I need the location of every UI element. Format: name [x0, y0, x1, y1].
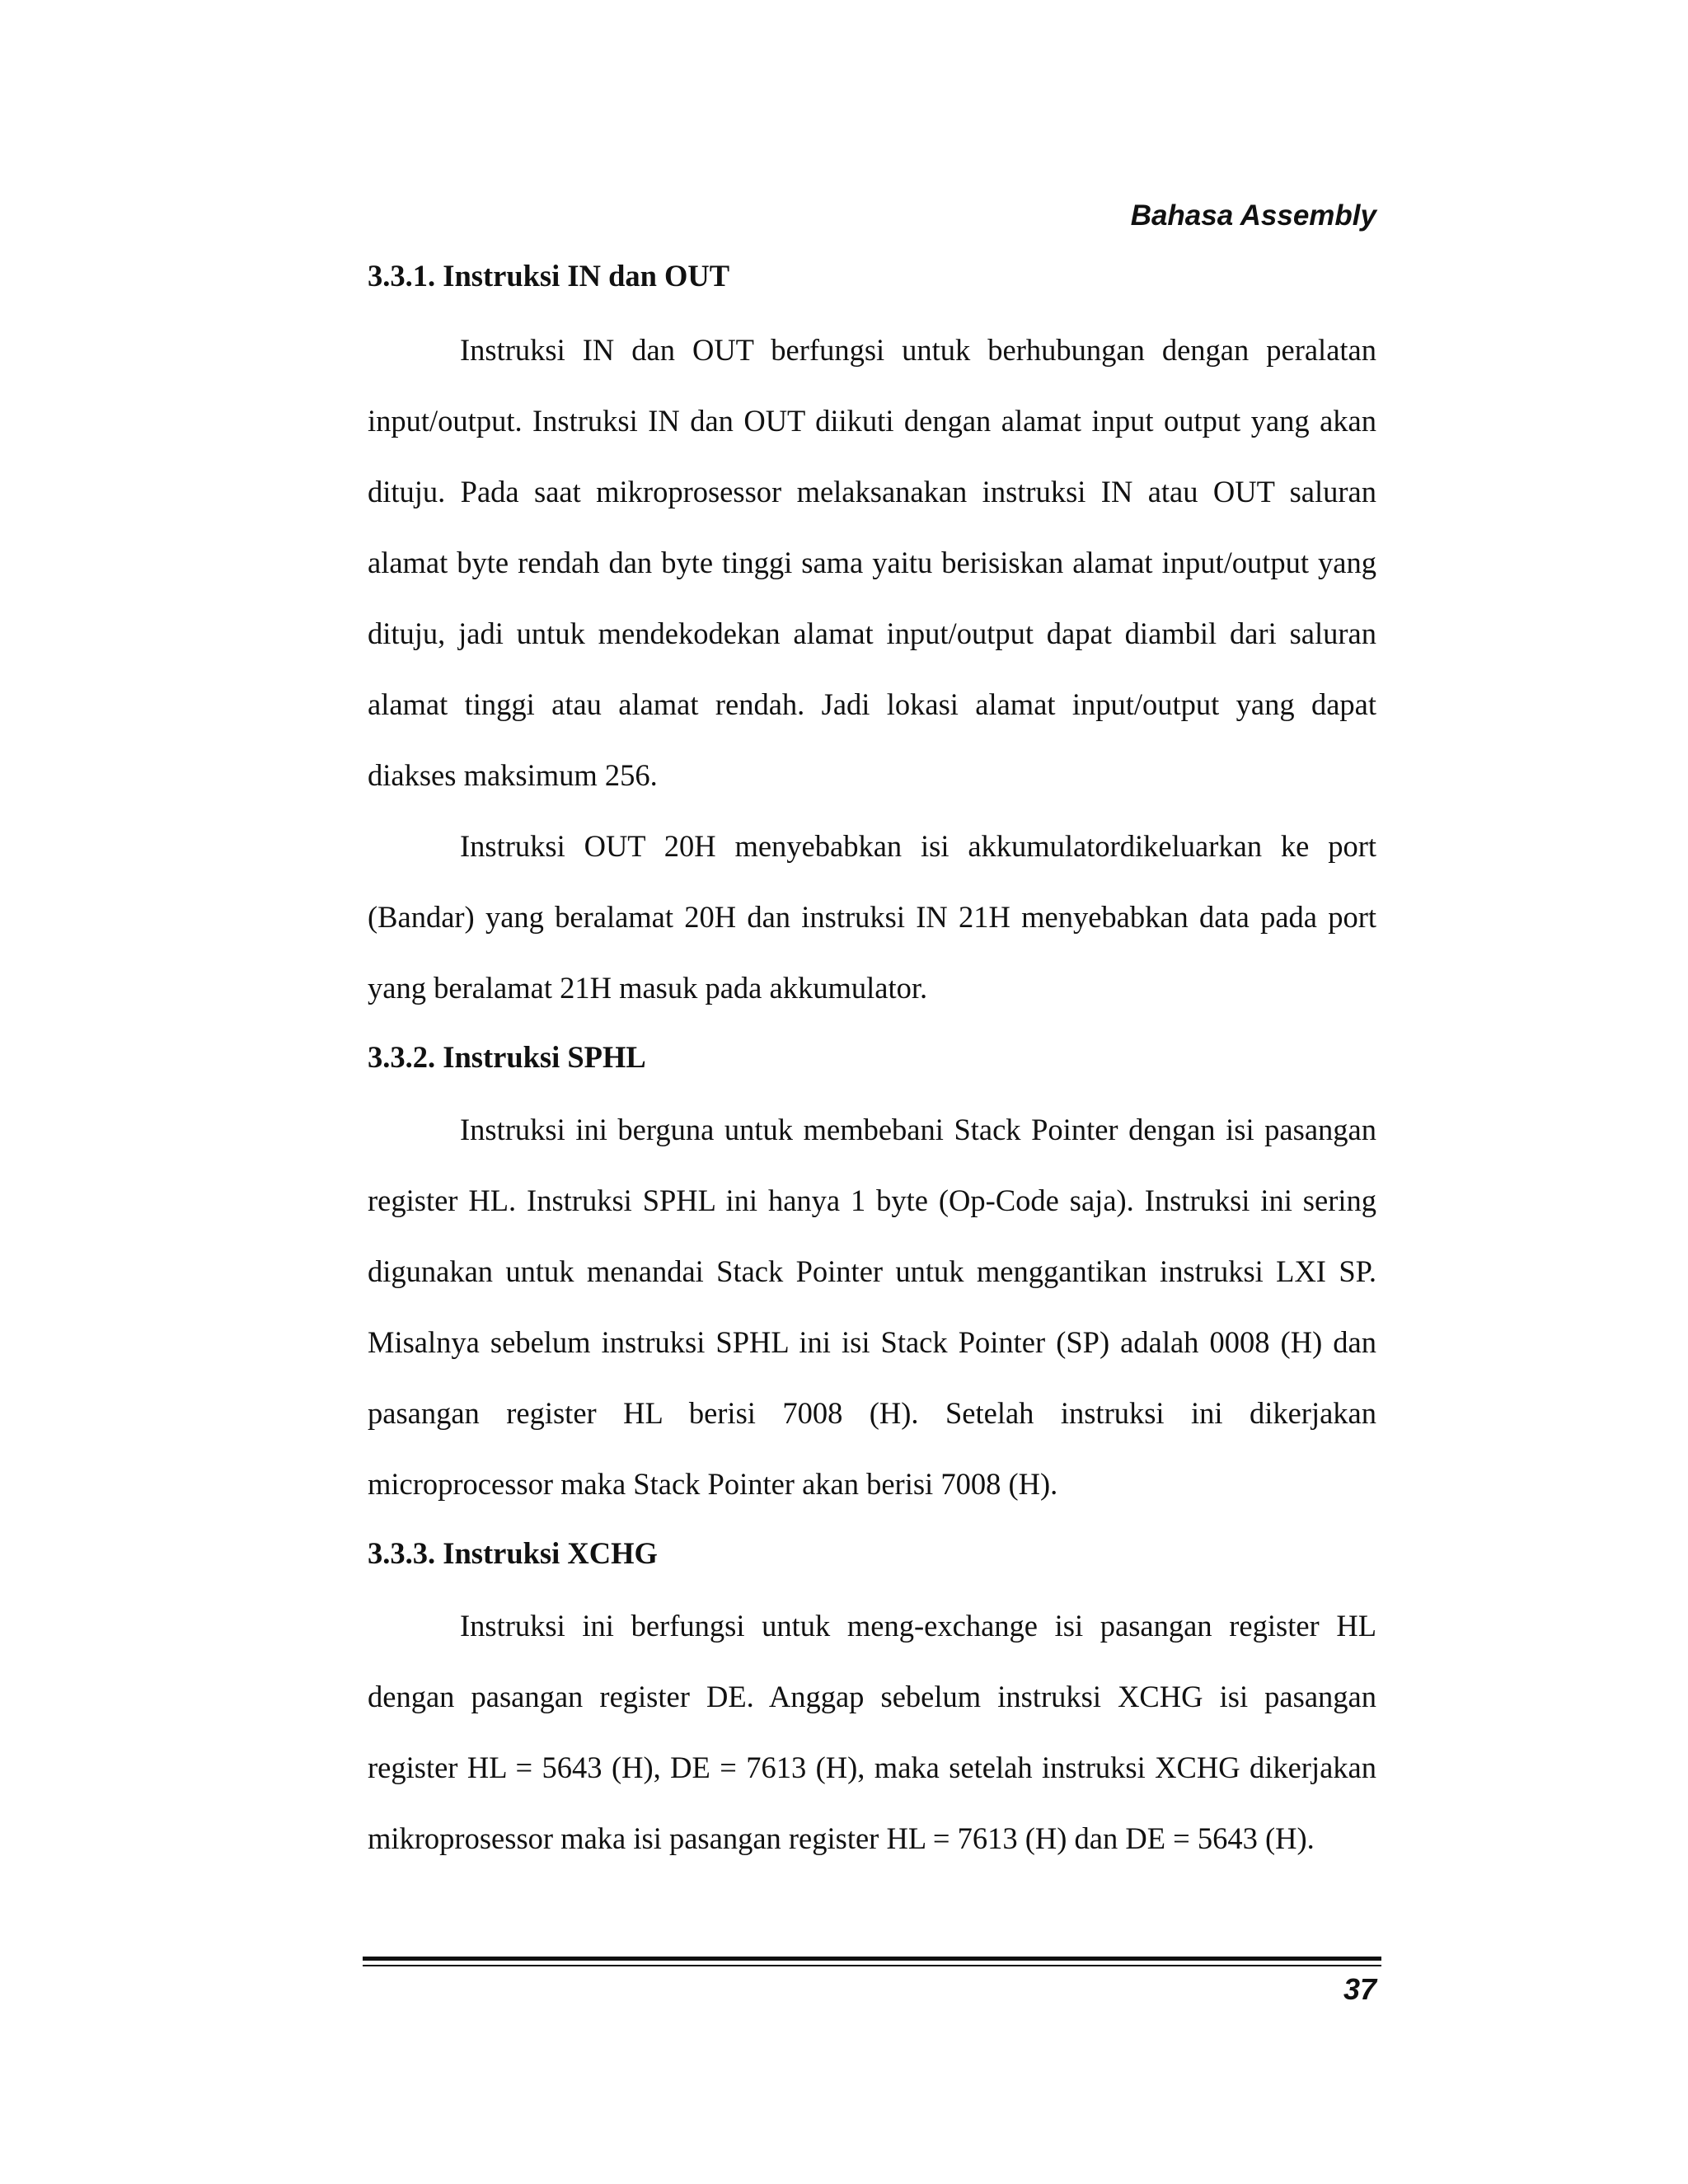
page-number: 37: [1343, 1972, 1376, 2006]
paragraph-xchg-1: Instruksi ini berfungsi untuk meng-exchange isi pasangan register HL dengan pasangan register DE. Anggap sebelum instruksi XCHG isi pasangan register HL = 5643 (H), DE = 7613 (H), maka setelah instruksi XCHG dikerjakan mikroprosessor maka isi pasangan register HL = 7613 (H) dan DE = 5643 (H).: [368, 1609, 1376, 1855]
section-heading-xchg: 3.3.3. Instruksi XCHG: [368, 1536, 658, 1570]
running-header: Bahasa Assembly: [1130, 199, 1376, 232]
page-body: [368, 249, 1376, 1874]
footer-divider: [363, 1957, 1381, 1966]
footer-rule-thin: [363, 1965, 1381, 1966]
section-heading-in-out: 3.3.1. Instruksi IN dan OUT: [368, 259, 730, 293]
footer-rule-thick: [363, 1957, 1381, 1961]
paragraph-in-out-2: Instruksi OUT 20H menyebabkan isi akkumulatordikeluarkan ke port (Bandar) yang beralamat 20H dan instruksi IN 21H menyebabkan data pada port yang beralamat 21H masuk pada akkumulator.: [368, 829, 1376, 1005]
paragraph-in-out-1: Instruksi IN dan OUT berfungsi untuk berhubungan dengan peralatan input/output. Instruksi IN dan OUT diikuti dengan alamat input output yang akan dituju. Pada saat mikroprosessor melaksanakan instruksi IN atau OUT saluran alamat byte rendah dan byte tinggi sama yaitu berisiskan alamat input/output yang dituju, jadi untuk mendekodekan alamat input/output dapat diambil dari saluran alamat tinggi atau alamat rendah. Jadi lokasi alamat input/output yang dapat diakses maksimum 256.: [368, 333, 1376, 792]
section-heading-sphl: 3.3.2. Instruksi SPHL: [368, 1040, 646, 1074]
paragraph-sphl-1: Instruksi ini berguna untuk membebani Stack Pointer dengan isi pasangan register HL. Instruksi SPHL ini hanya 1 byte (Op-Code saja). Instruksi ini sering digunakan untuk menandai Stack Pointer untuk menggantikan instruksi LXI SP. Misalnya sebelum instruksi SPHL ini isi Stack Pointer (SP) adalah 0008 (H) dan pasangan register HL berisi 7008 (H). Setelah instruksi ini dikerjakan microprocessor maka Stack Pointer akan berisi 7008 (H).: [368, 1113, 1376, 1501]
